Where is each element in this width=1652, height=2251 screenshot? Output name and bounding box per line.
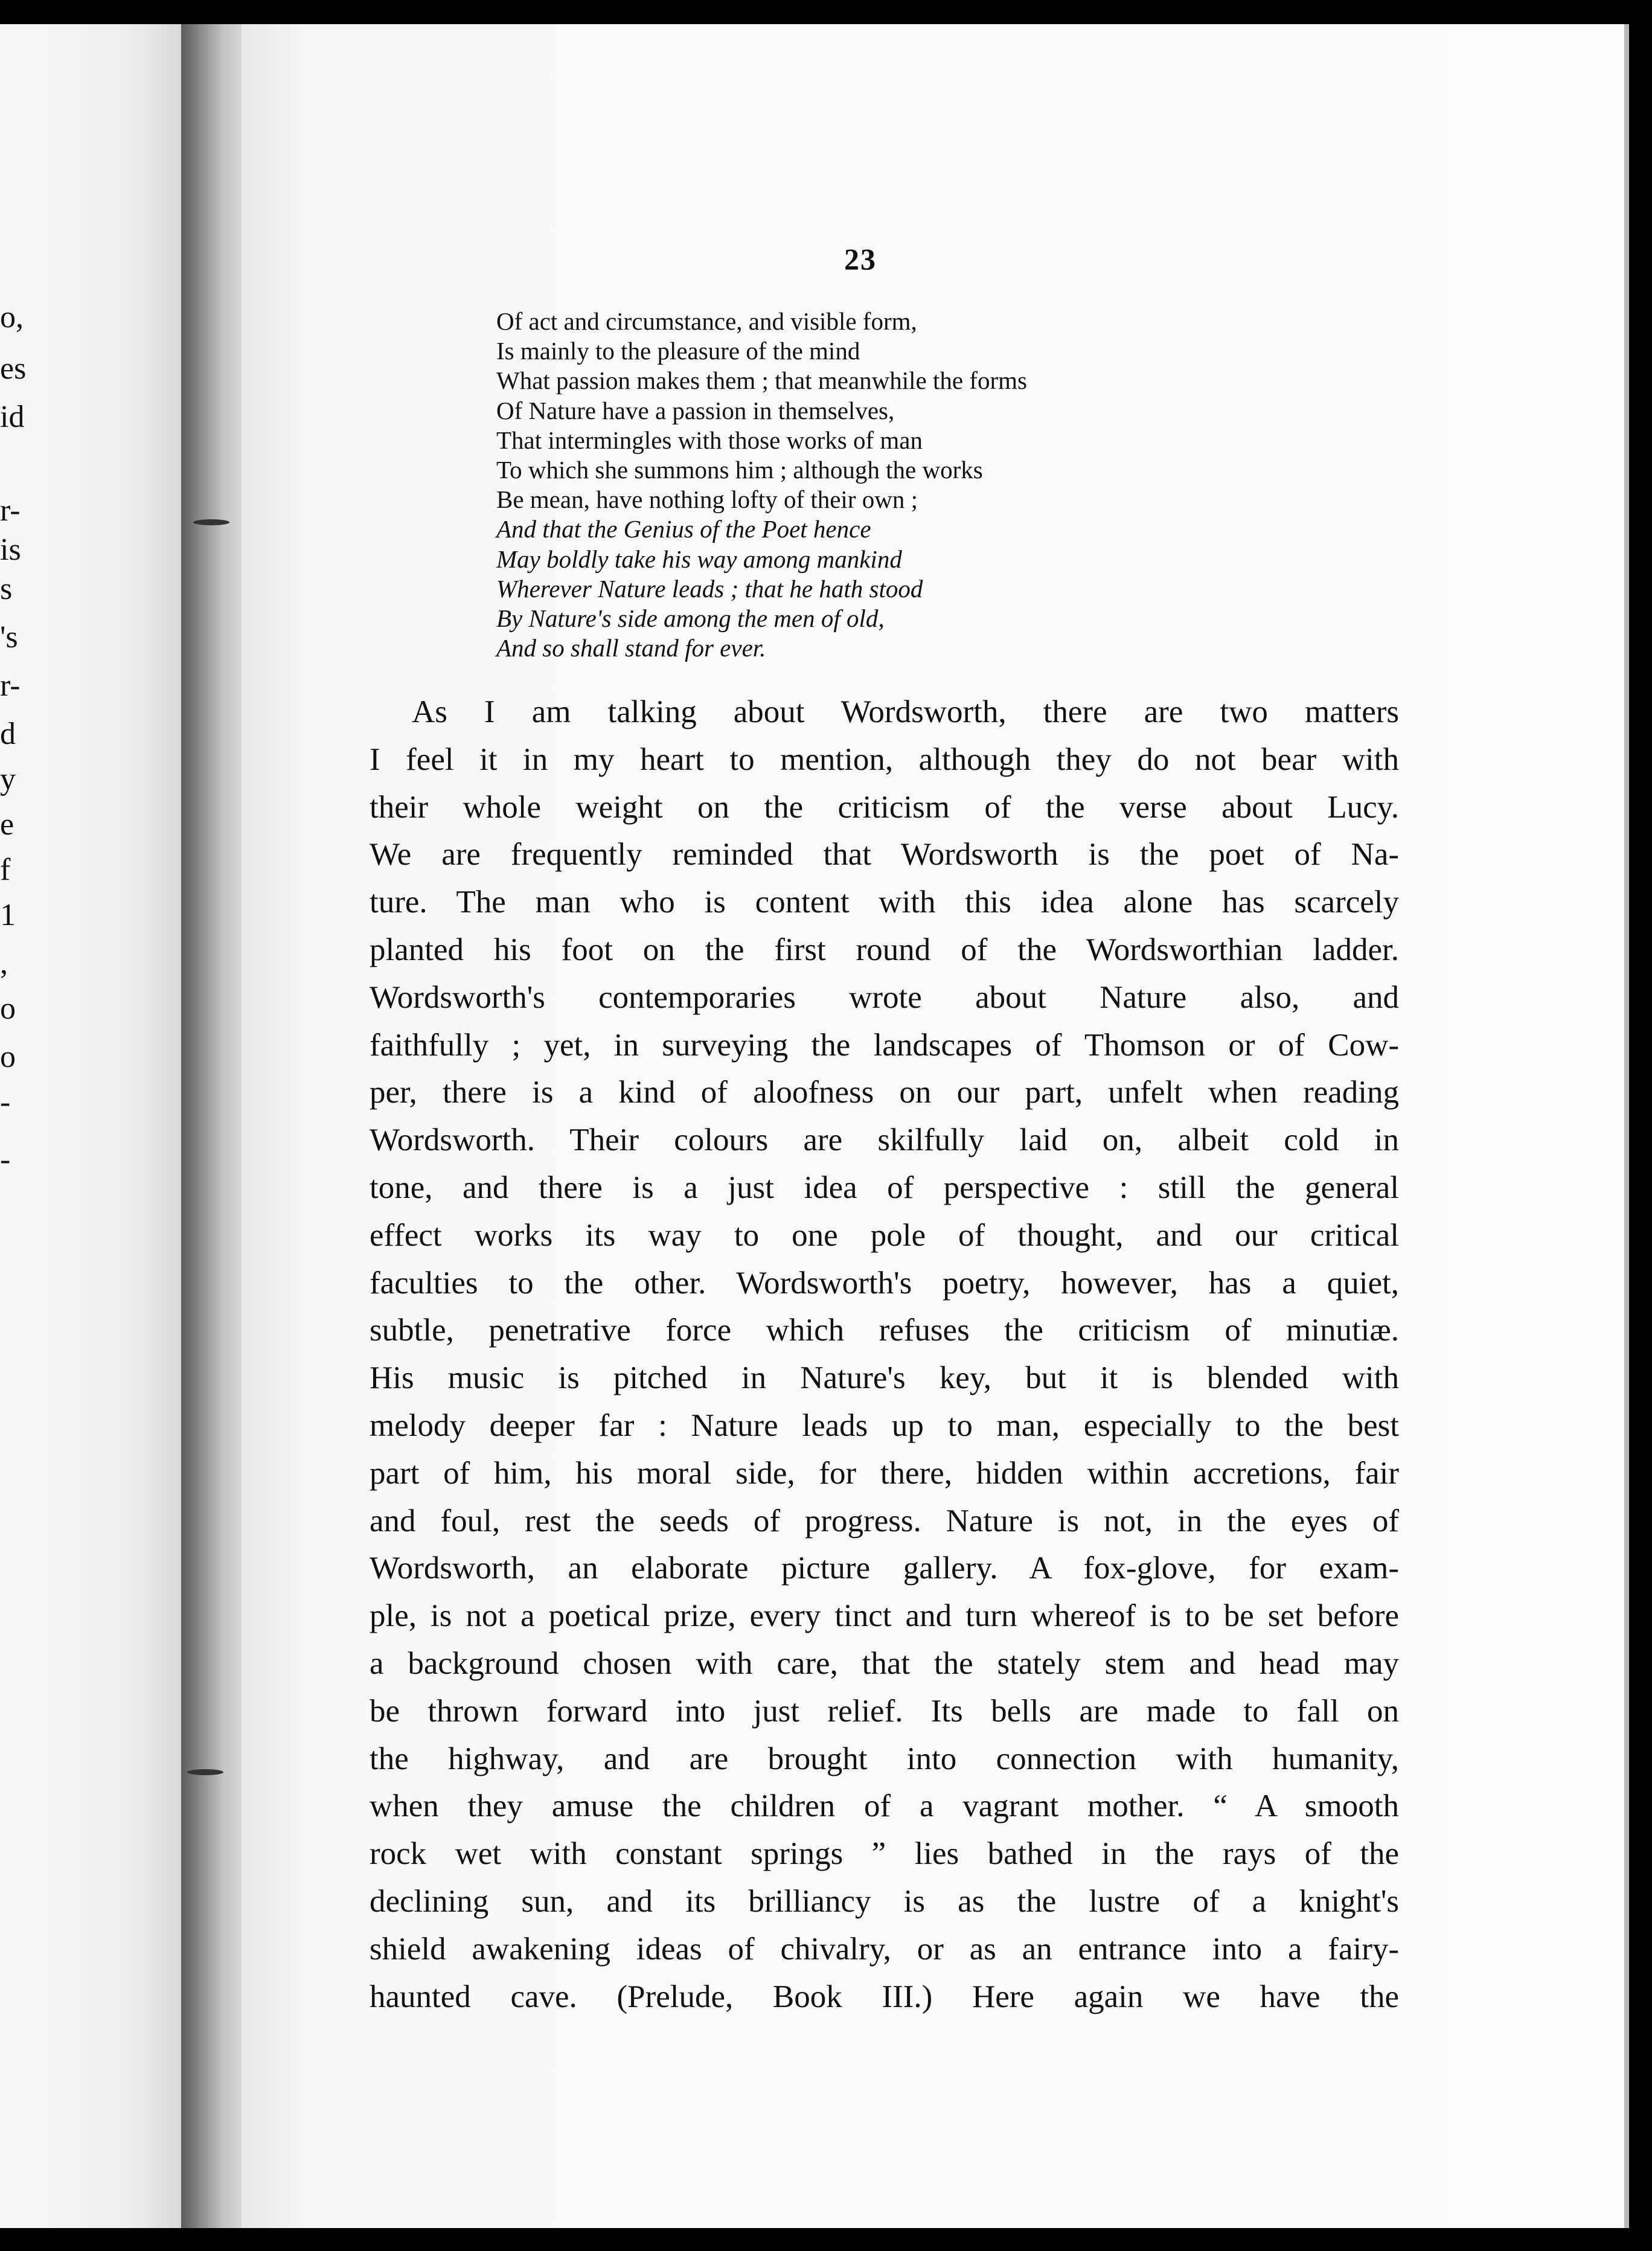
body-line: and foul, rest the seeds of progress. Nature is not, in the eyes of bbox=[370, 1503, 1399, 1539]
verse-line: Wherever Nature leads ; that he hath stood bbox=[496, 574, 923, 603]
left-page-fragment: o, bbox=[0, 300, 24, 335]
left-page-fragment: es bbox=[0, 351, 27, 386]
left-page-fragment: d bbox=[0, 717, 16, 751]
body-line: per, there is a kind of aloofness on our part, unfelt when reading bbox=[370, 1075, 1399, 1110]
body-line: their whole weight on the criticism of the verse about Lucy. bbox=[370, 789, 1399, 825]
page-edge bbox=[1624, 24, 1629, 2228]
verse-line: Be mean, have nothing lofty of their own ; bbox=[496, 485, 918, 514]
binding-mark bbox=[193, 519, 229, 525]
verse-line: By Nature's side among the men of old, bbox=[496, 604, 885, 633]
body-line: when they amuse the children of a vagrant mother. “ A smooth bbox=[370, 1788, 1399, 1824]
body-line: the highway, and are brought into connection with humanity, bbox=[370, 1741, 1399, 1776]
body-line: tone, and there is a just idea of perspective : still the general bbox=[370, 1170, 1399, 1205]
body-line: Wordsworth's contemporaries wrote about Nature also, and bbox=[370, 979, 1399, 1015]
verse-line: Of act and circumstance, and visible form, bbox=[496, 307, 917, 335]
page-number: 23 bbox=[844, 242, 877, 276]
body-paragraph bbox=[370, 688, 1399, 2020]
verse-line: And so shall stand for ever. bbox=[496, 634, 766, 662]
body-line: part of him, his moral side, for there, hidden within accretions, fair bbox=[370, 1455, 1399, 1491]
left-page-fragment: s bbox=[0, 572, 13, 606]
body-line: We are frequently reminded that Wordsworth is the poet of Na- bbox=[370, 837, 1399, 873]
left-page-fragment: 1 bbox=[0, 898, 16, 932]
verse-line: And that the Genius of the Poet hence bbox=[496, 515, 871, 543]
verse-line: To which she summons him ; although the works bbox=[496, 456, 983, 484]
body-line: faithfully ; yet, in surveying the landscapes of Thomson or of Cow- bbox=[370, 1027, 1399, 1063]
body-line: melody deeper far : Nature leads up to man, especially to the best bbox=[370, 1407, 1399, 1443]
verse-line: Of Nature have a passion in themselves, bbox=[496, 396, 895, 424]
body-line: ple, is not a poetical prize, every tinct and turn whereof is to be set before bbox=[370, 1598, 1399, 1634]
left-page-fragment: y bbox=[0, 762, 16, 796]
body-line: shield awakening ideas of chivalry, or as an entrance into a fairy- bbox=[370, 1931, 1399, 1967]
verse-line: Is mainly to the pleasure of the mind bbox=[496, 337, 860, 365]
left-page-fragment: r- bbox=[0, 493, 21, 528]
left-page-fragment: 's bbox=[0, 620, 18, 655]
body-line: a background chosen with care, that the stately stem and head may bbox=[370, 1645, 1399, 1681]
body-line: I feel it in my heart to mention, although they do not bear with bbox=[370, 741, 1399, 777]
verse-quotation bbox=[496, 307, 1281, 663]
left-page-fragment: f bbox=[0, 853, 11, 887]
body-line: ture. The man who is content with this idea alone has scarcely bbox=[370, 885, 1399, 920]
body-line: declining sun, and its brilliancy is as the lustre of a knight's bbox=[370, 1883, 1399, 1919]
body-line: haunted cave. (Prelude, Book III.) Here again we have the bbox=[370, 1979, 1399, 2014]
left-page-edge bbox=[0, 24, 181, 2228]
verse-line: What passion makes them ; that meanwhile the forms bbox=[496, 367, 1027, 395]
body-line: planted his foot on the first round of the Wordsworthian ladder. bbox=[370, 932, 1399, 967]
left-page-fragment: r- bbox=[0, 668, 21, 703]
body-line: Wordsworth, an elaborate picture gallery. A fox-glove, for exam- bbox=[370, 1551, 1399, 1586]
body-line: As I am talking about Wordsworth, there are two matters bbox=[412, 694, 1399, 729]
verse-line: May boldly take his way among mankind bbox=[496, 545, 902, 573]
left-page-fragment: o bbox=[0, 991, 16, 1026]
body-line: His music is pitched in Nature's key, but it is blended with bbox=[370, 1360, 1399, 1396]
left-page-fragment: e bbox=[0, 807, 14, 842]
left-page-fragment: - bbox=[0, 1142, 11, 1177]
left-page-fragment: - bbox=[0, 1085, 11, 1119]
left-page-fragment: is bbox=[0, 533, 21, 567]
body-line: effect works its way to one pole of thought, and our critical bbox=[370, 1217, 1399, 1253]
body-line: subtle, penetrative force which refuses the criticism of minutiæ. bbox=[370, 1313, 1399, 1348]
verse-line: That intermingles with those works of man bbox=[496, 426, 923, 454]
left-page-fragment: o bbox=[0, 1040, 16, 1074]
body-line: faculties to the other. Wordsworth's poetry, however, has a quiet, bbox=[370, 1265, 1399, 1301]
body-line: Wordsworth. Their colours are skilfully laid on, albeit cold in bbox=[370, 1122, 1399, 1158]
left-page-fragment: , bbox=[0, 946, 8, 981]
body-line: be thrown forward into just relief. Its bells are made to fall on bbox=[370, 1693, 1399, 1729]
body-line: rock wet with constant springs ” lies bathed in the rays of the bbox=[370, 1836, 1399, 1872]
binding-mark bbox=[187, 1769, 223, 1775]
left-page-fragment: id bbox=[0, 400, 25, 434]
